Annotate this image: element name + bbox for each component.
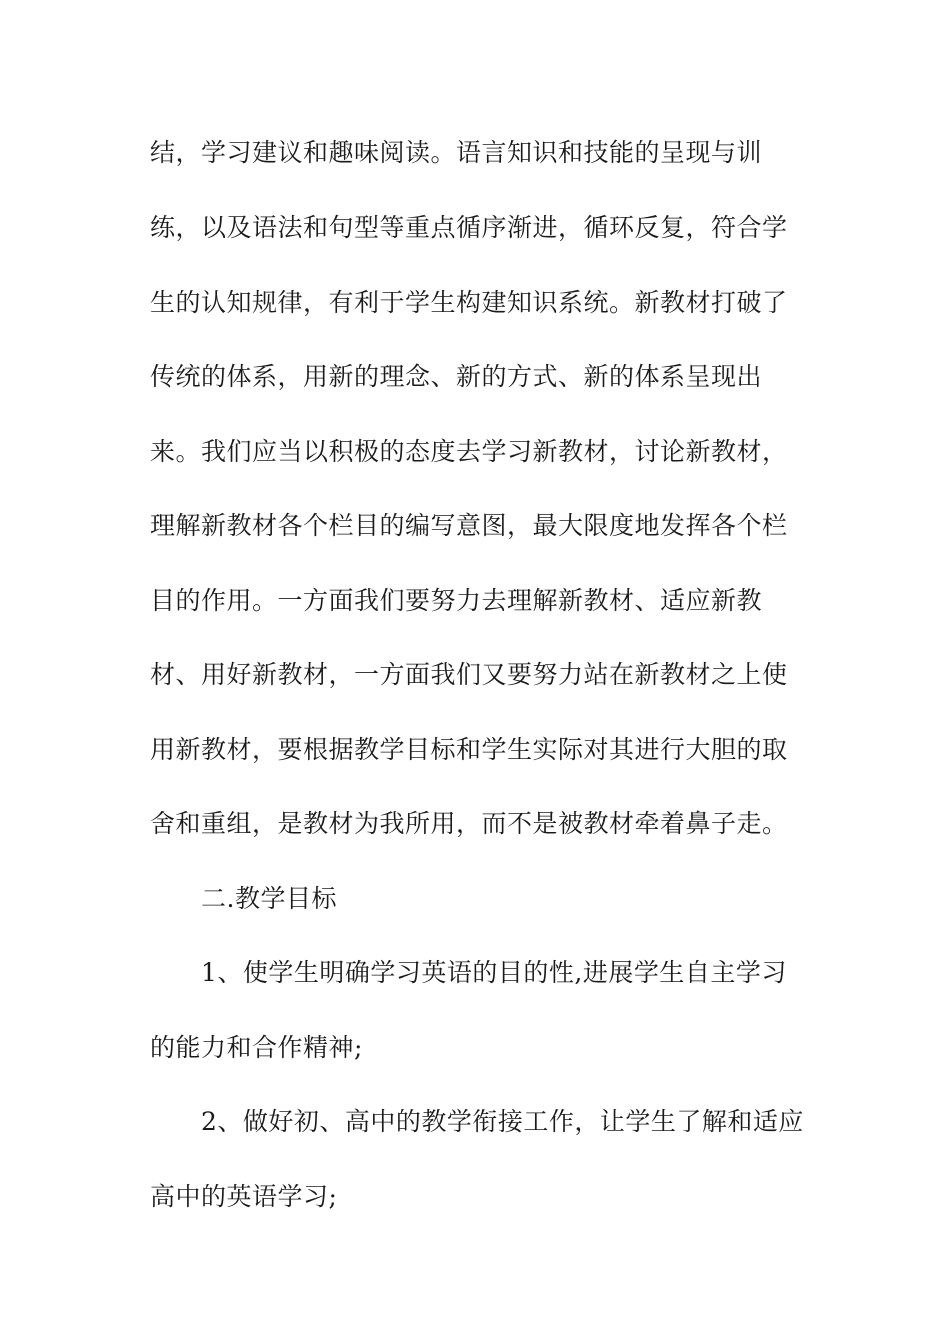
paragraph-line: 目的作用。一方面我们要努力去理解新教材、适应新教 — [150, 586, 763, 615]
paragraph-line: 理解新教材各个栏目的编写意图，最大限度地发挥各个栏 — [150, 511, 788, 540]
goal-1-line-2: 的能力和合作精神; — [150, 1033, 363, 1062]
section-heading: 二.教学目标 — [201, 884, 337, 913]
paragraph-line: 生的认知规律，有利于学生构建知识系统。新教材打破了 — [150, 288, 788, 317]
paragraph-line: 传统的体系，用新的理念、新的方式、新的体系呈现出 — [150, 362, 763, 391]
paragraph-line: 来。我们应当以积极的态度去学习新教材，讨论新教材， — [150, 437, 788, 466]
paragraph-line: 练，以及语法和句型等重点循序渐进，循环反复，符合学 — [150, 213, 788, 242]
goal-2-line-2: 高中的英语学习; — [150, 1182, 338, 1211]
paragraph-line: 材、用好新教材，一方面我们又要努力站在新教材之上使 — [150, 660, 788, 689]
paragraph-line: 结，学习建议和趣味阅读。语言知识和技能的呈现与训 — [150, 138, 763, 167]
paragraph-line: 用新教材，要根据教学目标和学生实际对其进行大胆的取 — [150, 735, 788, 764]
goal-1-line-1: 1、使学生明确学习英语的目的性,进展学生自主学习 — [201, 958, 787, 987]
goal-2-line-1: 2、做好初、高中的教学衔接工作，让学生了解和适应 — [201, 1107, 804, 1136]
paragraph-line: 舍和重组，是教材为我所用，而不是被教材牵着鼻子走。 — [150, 809, 788, 838]
